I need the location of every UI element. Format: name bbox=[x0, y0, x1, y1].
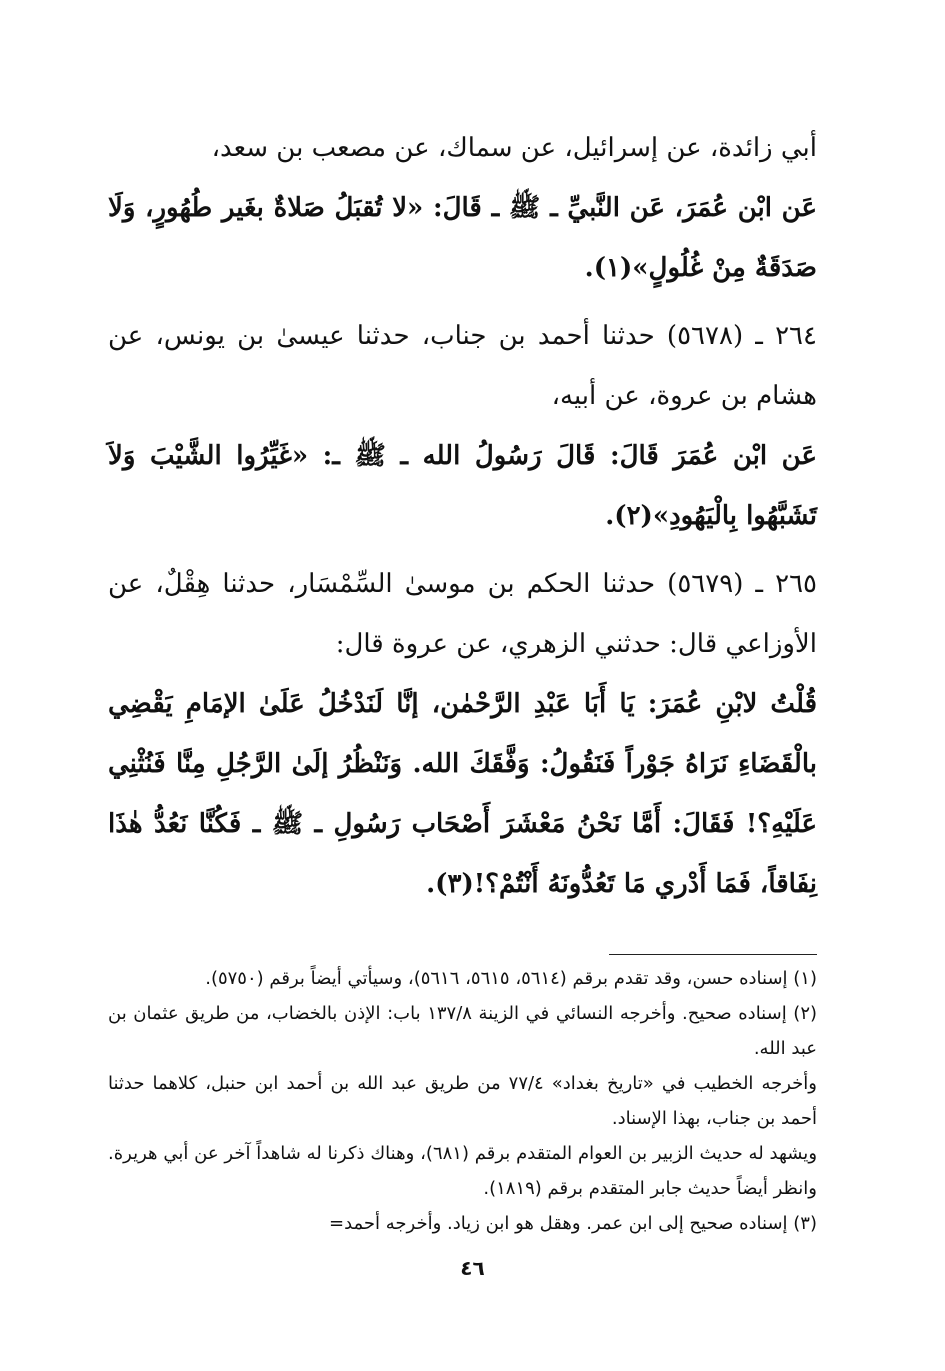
page-number: ٤٦ bbox=[460, 1256, 485, 1280]
footnote: (٢) إسناده صحيح. وأخرجه النسائي في الزينة ١٣٧/٨ باب: الإذن بالخضاب، من طريق عثمان بن عبد الله. bbox=[108, 1003, 818, 1059]
isnad-paragraph: ٢٦٤ ـ (٥٦٧٨) حدثنا أحمد بن جناب، حدثنا عيسىٰ بن يونس، عن هشام بن عروة، عن أبيه، bbox=[108, 321, 817, 411]
footnote-divider bbox=[609, 954, 817, 955]
main-text bbox=[108, 118, 817, 914]
footnote: (١) إسناده حسن، وقد تقدم برقم (٥٦١٤، ٥٦١٥، ٥٦١٦)، وسيأتي أيضاً برقم (٥٧٥٠). bbox=[205, 968, 817, 989]
hadith-text: عَن ابْن عُمَرَ، عَن النَّبيِّ ـ ﷺ ـ قَالَ: «لا تُقبَلُ صَلاةٌ بغَير طُهُورٍ، وَلَا صَدَقَةٌ مِنْ غُلُولٍ»(١). bbox=[108, 193, 817, 283]
isnad-paragraph: أبي زائدة، عن إسرائيل، عن سماك، عن مصعب بن سعد، bbox=[211, 133, 817, 163]
isnad-paragraph: ٢٦٥ ـ (٥٦٧٩) حدثنا الحكم بن موسىٰ السِّمْسَار، حدثنا هِقْلٌ، عن الأوزاعي قال: حدثني الزهري، عن عروة قال: bbox=[108, 569, 818, 659]
footnote: ويشهد له حديث الزبير بن العوام المتقدم برقم (٦٨١)، وهناك ذكرنا له شاهداً آخر عن أبي هريرة. وانظر أيضاً حديث جابر المتقدم برقم (١٨١٩). bbox=[108, 1143, 818, 1199]
hadith-text: قُلْتُ لابْنِ عُمَرَ: يَا أَبَا عَبْدِ الرَّحْمٰن، إنَّا لَنَدْخُلُ عَلَىٰ الإمَامِ يَقْضِي بالْقَضَاءِ نَرَاهُ جَوْراً فَنَقُولُ: وَفَّقَكَ الله. وَنَنْظُرُ إلَىٰ الرَّجُلِ مِنَّا فَنُثْنِي عَلَيْهِ؟! فَقَالَ: أَمَّا نَحْنُ مَعْشَرَ أَصْحَاب رَسُولِ ـ ﷺ ـ فَكُنَّا نَعُدُّ هٰذَا نِفَاقاً، فَمَا أَدْري مَا تَعُدُّونَهُ أَنْتُمْ؟!(٣). bbox=[108, 689, 817, 899]
footnotes bbox=[108, 961, 817, 1241]
footnote: وأخرجه الخطيب في «تاريخ بغداد» ٧٧/٤ من طريق عبد الله بن أحمد ابن حنبل، كلاهما حدثنا أحمد بن جناب، بهذا الإسناد. bbox=[108, 1073, 817, 1129]
footnote: (٣) إسناده صحيح إلى ابن عمر. وهقل هو ابن زياد. وأخرجه أحمد= bbox=[328, 1213, 817, 1234]
hadith-text: عَن ابْن عُمَرَ قَالَ: قَالَ رَسُولُ الله ـ ﷺ ـ: «غَيِّرُوا الشَّيْبَ وَلاَ تَشَبَّهُوا بِالْيَهُودِ»(٢). bbox=[108, 441, 817, 531]
